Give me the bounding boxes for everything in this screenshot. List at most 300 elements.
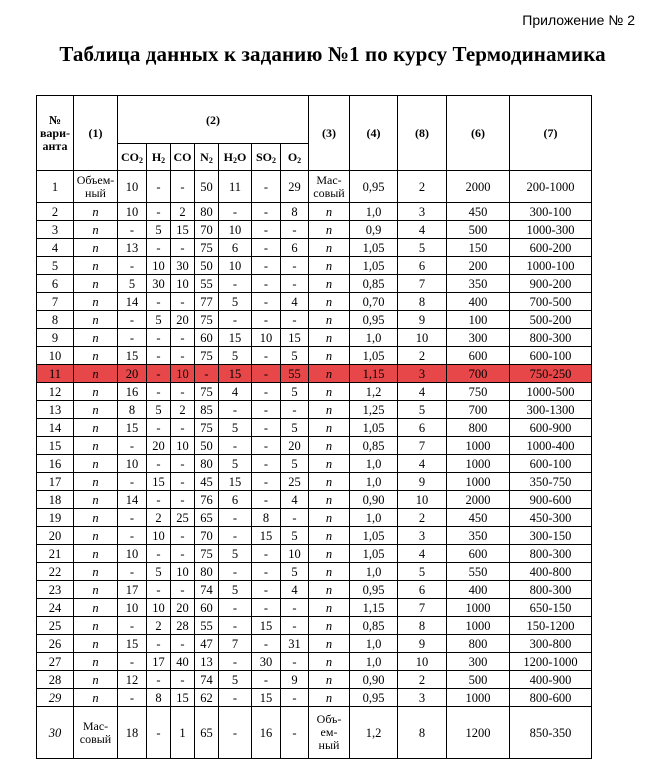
table-cell: - <box>252 293 281 311</box>
table-cell: n <box>309 473 350 491</box>
table-cell: 5 <box>118 275 147 293</box>
table-cell: n <box>309 275 350 293</box>
table-cell: 600 <box>447 545 510 563</box>
table-cell: n <box>309 437 350 455</box>
table-cell: n <box>74 365 118 383</box>
table-cell: 20 <box>118 365 147 383</box>
table-cell: - <box>147 203 171 221</box>
header-col3: (3) <box>309 96 350 171</box>
table-cell: 75 <box>195 239 219 257</box>
table-cell: 1,05 <box>350 347 398 365</box>
table-cell: n <box>309 491 350 509</box>
table-cell: 10 <box>281 545 309 563</box>
table-cell: 5 <box>398 239 447 257</box>
table-cell: 800-300 <box>510 581 592 599</box>
table-cell: 1000-500 <box>510 383 592 401</box>
table-cell: - <box>171 171 195 203</box>
table-cell: - <box>252 491 281 509</box>
table-cell: 16 <box>252 707 281 759</box>
table-cell: - <box>219 563 252 581</box>
table-cell: 650-150 <box>510 599 592 617</box>
table-cell: 5 <box>281 455 309 473</box>
table-cell: 20 <box>171 599 195 617</box>
table-row <box>37 419 592 437</box>
table-cell: - <box>252 347 281 365</box>
table-cell: 29 <box>37 689 74 707</box>
table-cell: 1200 <box>447 707 510 759</box>
table-cell: 12 <box>37 383 74 401</box>
table-cell: 0,9 <box>350 221 398 239</box>
table-cell: 15 <box>252 617 281 635</box>
table-cell: n <box>309 599 350 617</box>
header-gas-4: $H_2O$ <box>219 144 252 171</box>
table-cell: 10 <box>219 257 252 275</box>
table-cell: 9 <box>398 635 447 653</box>
table-cell: - <box>281 311 309 329</box>
table-cell: n <box>74 527 118 545</box>
header-col2: (2) <box>118 96 309 144</box>
table-cell: n <box>74 473 118 491</box>
table-cell: 4 <box>281 293 309 311</box>
table-cell: n <box>309 257 350 275</box>
table-cell: 7 <box>219 635 252 653</box>
table-cell: 12 <box>118 671 147 689</box>
table-cell: 18 <box>118 707 147 759</box>
table-cell: 6 <box>398 419 447 437</box>
table-cell: 7 <box>398 275 447 293</box>
table-cell: - <box>171 581 195 599</box>
table-cell: - <box>118 689 147 707</box>
table-cell: 80 <box>195 455 219 473</box>
table-cell: 9 <box>398 311 447 329</box>
table-cell: n <box>74 689 118 707</box>
table-cell: - <box>118 257 147 275</box>
table-cell: 1 <box>171 707 195 759</box>
table-row <box>37 563 592 581</box>
table-cell: - <box>281 707 309 759</box>
table-cell: 6 <box>219 491 252 509</box>
table-cell: - <box>281 599 309 617</box>
table-cell: 900-600 <box>510 491 592 509</box>
table-cell: 16 <box>37 455 74 473</box>
table-cell: 21 <box>37 545 74 563</box>
table-cell: - <box>118 617 147 635</box>
table-cell: - <box>147 365 171 383</box>
table-cell: - <box>147 635 171 653</box>
table-cell: 150-1200 <box>510 617 592 635</box>
table-cell: 8 <box>398 707 447 759</box>
table-cell: 47 <box>195 635 219 653</box>
table-cell: 1,05 <box>350 257 398 275</box>
table-cell: 10 <box>118 203 147 221</box>
table-cell: 60 <box>195 329 219 347</box>
table-cell: 16 <box>118 383 147 401</box>
table-cell: n <box>74 671 118 689</box>
table-cell: 850-350 <box>510 707 592 759</box>
table-cell: n <box>309 689 350 707</box>
table-cell: 10 <box>147 527 171 545</box>
table-cell: 3 <box>398 689 447 707</box>
table-cell: n <box>309 563 350 581</box>
table-cell: 75 <box>195 545 219 563</box>
table-cell: - <box>171 473 195 491</box>
table-cell: - <box>252 203 281 221</box>
table-cell: 0,95 <box>350 689 398 707</box>
table-cell: 3 <box>37 221 74 239</box>
table-cell: 14 <box>118 491 147 509</box>
table-cell: 75 <box>195 419 219 437</box>
table-cell: 76 <box>195 491 219 509</box>
table-cell: n <box>74 419 118 437</box>
table-cell: n <box>74 383 118 401</box>
table-cell: - <box>118 437 147 455</box>
table-cell: - <box>118 509 147 527</box>
table-cell: 20 <box>147 437 171 455</box>
table-cell: n <box>309 311 350 329</box>
table-cell: - <box>118 311 147 329</box>
table-cell: 3 <box>398 365 447 383</box>
table-cell: 1,0 <box>350 509 398 527</box>
table-row <box>37 437 592 455</box>
table-cell: - <box>171 419 195 437</box>
table-cell: 1,25 <box>350 401 398 419</box>
table-cell: 400 <box>447 581 510 599</box>
table-cell: n <box>74 455 118 473</box>
table-cell: 1,2 <box>350 383 398 401</box>
table-cell: - <box>171 329 195 347</box>
table-cell: 14 <box>118 293 147 311</box>
table-cell: 8 <box>252 509 281 527</box>
table-row <box>37 491 592 509</box>
table-cell: - <box>118 329 147 347</box>
table-cell: - <box>219 617 252 635</box>
table-cell: - <box>252 171 281 203</box>
table-cell: 350 <box>447 527 510 545</box>
table-row <box>37 221 592 239</box>
table-row <box>37 527 592 545</box>
table-cell: 74 <box>195 671 219 689</box>
table-row <box>37 545 592 563</box>
table-cell: 200 <box>447 257 510 275</box>
table-cell: 0,85 <box>350 617 398 635</box>
table-cell: 30 <box>252 653 281 671</box>
table-cell: Мас- совый <box>74 707 118 759</box>
table-row <box>37 455 592 473</box>
header-variant: № вари-анта <box>37 96 74 171</box>
table-cell: - <box>118 473 147 491</box>
table-cell: 19 <box>37 509 74 527</box>
table-cell: 13 <box>195 653 219 671</box>
table-cell: 3 <box>398 527 447 545</box>
table-cell: 500 <box>447 671 510 689</box>
table-cell: n <box>309 509 350 527</box>
table-cell: n <box>74 581 118 599</box>
table-cell: 25 <box>281 473 309 491</box>
table-cell: 3 <box>398 203 447 221</box>
table-cell: 10 <box>118 455 147 473</box>
table-cell: n <box>74 221 118 239</box>
table-cell: 0,70 <box>350 293 398 311</box>
table-cell: 17 <box>147 653 171 671</box>
table-cell: 30 <box>171 257 195 275</box>
table-cell: 20 <box>37 527 74 545</box>
table-cell: - <box>147 671 171 689</box>
table-cell: 55 <box>195 275 219 293</box>
table-cell: n <box>74 329 118 347</box>
table-cell: 8 <box>37 311 74 329</box>
table-cell: 10 <box>171 275 195 293</box>
table-cell: 5 <box>219 419 252 437</box>
table-cell: n <box>74 509 118 527</box>
table-cell: n <box>309 545 350 563</box>
table-cell: 40 <box>171 653 195 671</box>
table-cell: 2000 <box>447 171 510 203</box>
table-cell: 350-750 <box>510 473 592 491</box>
table-cell: - <box>147 707 171 759</box>
table-cell: n <box>74 599 118 617</box>
table-cell: 8 <box>398 617 447 635</box>
table-cell: 800 <box>447 419 510 437</box>
table-cell: 11 <box>37 365 74 383</box>
table-cell: - <box>171 383 195 401</box>
table-cell: n <box>309 617 350 635</box>
table-row <box>37 329 592 347</box>
table-cell: 10 <box>219 221 252 239</box>
table-cell: 1,05 <box>350 419 398 437</box>
table-cell: 4 <box>281 491 309 509</box>
table-cell: 6 <box>281 239 309 257</box>
table-cell: - <box>171 293 195 311</box>
table-cell: 4 <box>219 383 252 401</box>
table-cell: 1000 <box>447 473 510 491</box>
table-cell: - <box>281 221 309 239</box>
table-cell: 2 <box>171 401 195 419</box>
table-cell: 15 <box>118 347 147 365</box>
table-cell: 65 <box>195 509 219 527</box>
table-cell: 600-900 <box>510 419 592 437</box>
table-cell: 20 <box>171 311 195 329</box>
table-cell: 4 <box>398 221 447 239</box>
table-cell: 22 <box>37 563 74 581</box>
table-cell: 700 <box>447 365 510 383</box>
table-cell: 550 <box>447 563 510 581</box>
table-cell: 15 <box>171 221 195 239</box>
table-cell: 0,85 <box>350 275 398 293</box>
table-cell: 10 <box>147 599 171 617</box>
table-cell: 500-200 <box>510 311 592 329</box>
table-cell: 5 <box>281 563 309 581</box>
table-cell: 18 <box>37 491 74 509</box>
table-cell: Объ- ем- ный <box>309 707 350 759</box>
table-cell: 2000 <box>447 491 510 509</box>
table-cell: n <box>74 563 118 581</box>
table-cell: 1,05 <box>350 545 398 563</box>
table-cell: 10 <box>398 329 447 347</box>
table-cell: 450-300 <box>510 509 592 527</box>
table-cell: 17 <box>37 473 74 491</box>
table-cell: 100 <box>447 311 510 329</box>
table-cell: 10 <box>118 545 147 563</box>
table-cell: 5 <box>398 401 447 419</box>
table-cell: 74 <box>195 581 219 599</box>
table-cell: 5 <box>219 545 252 563</box>
table-row <box>37 257 592 275</box>
table-cell: 15 <box>252 527 281 545</box>
table-cell: 2 <box>398 347 447 365</box>
table-cell: - <box>219 599 252 617</box>
header-col7: (7) <box>510 96 592 171</box>
table-cell: 6 <box>219 239 252 257</box>
table-cell: 1000-300 <box>510 221 592 239</box>
table-row <box>37 311 592 329</box>
table-cell: 6 <box>37 275 74 293</box>
header-gas-6: $O_2$ <box>281 144 309 171</box>
table-cell: - <box>147 419 171 437</box>
table-cell: - <box>281 653 309 671</box>
appendix-label: Приложение № 2 <box>522 12 635 28</box>
table-cell: 6 <box>398 581 447 599</box>
table-cell: 15 <box>281 329 309 347</box>
table-cell: 15 <box>171 689 195 707</box>
table-cell: n <box>309 293 350 311</box>
table-cell: n <box>74 239 118 257</box>
table-cell: 2 <box>147 509 171 527</box>
table-cell: n <box>74 653 118 671</box>
table-row <box>37 473 592 491</box>
table-cell: - <box>252 419 281 437</box>
table-cell: - <box>219 707 252 759</box>
table-cell: - <box>252 563 281 581</box>
table-cell: 4 <box>398 383 447 401</box>
table-cell: 1000 <box>447 437 510 455</box>
table-cell: 10 <box>252 329 281 347</box>
table-cell: 5 <box>219 581 252 599</box>
table-cell: 2 <box>398 171 447 203</box>
table-cell: - <box>252 275 281 293</box>
header-col6: (6) <box>447 96 510 171</box>
table-cell: 7 <box>398 599 447 617</box>
table-row <box>37 171 592 203</box>
table-cell: n <box>309 401 350 419</box>
table-cell: 10 <box>118 599 147 617</box>
table-cell: 2 <box>398 671 447 689</box>
table-cell: 75 <box>195 383 219 401</box>
table-cell: n <box>74 203 118 221</box>
table-cell: 750-250 <box>510 365 592 383</box>
table-cell: 1 <box>37 171 74 203</box>
table-cell: n <box>309 203 350 221</box>
table-cell: - <box>252 455 281 473</box>
table-cell: 28 <box>37 671 74 689</box>
table-cell: - <box>219 653 252 671</box>
table-cell: n <box>309 635 350 653</box>
table-cell: - <box>118 563 147 581</box>
table-cell: - <box>147 239 171 257</box>
table-cell: 13 <box>37 401 74 419</box>
table-cell: - <box>118 527 147 545</box>
table-cell: - <box>147 347 171 365</box>
table-cell: 1000 <box>447 455 510 473</box>
table-cell: - <box>252 635 281 653</box>
table-cell: - <box>252 581 281 599</box>
table-row <box>37 275 592 293</box>
table-cell: 25 <box>171 509 195 527</box>
header-col8: (8) <box>398 96 447 171</box>
table-cell: 450 <box>447 509 510 527</box>
table-cell: 0,95 <box>350 311 398 329</box>
table-cell: 300 <box>447 329 510 347</box>
table-cell: n <box>74 545 118 563</box>
table-cell: - <box>281 689 309 707</box>
table-cell: n <box>309 239 350 257</box>
table-cell: 77 <box>195 293 219 311</box>
table-row <box>37 203 592 221</box>
table-cell: - <box>171 347 195 365</box>
table-cell: 30 <box>147 275 171 293</box>
table-row <box>37 581 592 599</box>
table-row <box>37 239 592 257</box>
table-cell: 450 <box>447 203 510 221</box>
table-cell: - <box>281 401 309 419</box>
table-cell: 75 <box>195 311 219 329</box>
table-cell: - <box>147 383 171 401</box>
table-row <box>37 707 592 759</box>
table-cell: 9 <box>281 671 309 689</box>
data-table <box>36 95 592 759</box>
table-cell: 300-100 <box>510 203 592 221</box>
table-cell: 4 <box>398 545 447 563</box>
table-cell: 800-300 <box>510 329 592 347</box>
table-cell: 800-300 <box>510 545 592 563</box>
table-cell: 2 <box>147 617 171 635</box>
table-cell: - <box>281 509 309 527</box>
table-cell: 15 <box>118 419 147 437</box>
table-cell: 4 <box>281 581 309 599</box>
table-cell: 7 <box>398 437 447 455</box>
table-cell: 75 <box>195 347 219 365</box>
table-cell: 15 <box>37 437 74 455</box>
table-cell: 8 <box>118 401 147 419</box>
table-cell: n <box>74 293 118 311</box>
table-cell: n <box>74 311 118 329</box>
table-cell: 5 <box>281 383 309 401</box>
table-cell: 700-500 <box>510 293 592 311</box>
table-cell: 400-900 <box>510 671 592 689</box>
table-cell: 0,85 <box>350 437 398 455</box>
table-cell: 15 <box>252 689 281 707</box>
table-row <box>37 383 592 401</box>
table-cell: 20 <box>281 437 309 455</box>
table-cell: n <box>309 221 350 239</box>
table-cell: 5 <box>147 401 171 419</box>
table-cell: 2 <box>171 203 195 221</box>
table-cell: 26 <box>37 635 74 653</box>
table-cell: 1000-100 <box>510 257 592 275</box>
table-cell: n <box>309 653 350 671</box>
page-title: Таблица данных к заданию №1 по курсу Термодинамика <box>59 42 606 66</box>
table-row <box>37 365 592 383</box>
table-row <box>37 293 592 311</box>
table-cell: - <box>281 617 309 635</box>
table-cell: - <box>195 365 219 383</box>
table-cell: 10 <box>398 653 447 671</box>
table-cell: - <box>252 383 281 401</box>
table-row <box>37 401 592 419</box>
table-cell: - <box>252 599 281 617</box>
table-cell: 5 <box>398 563 447 581</box>
table-cell: 50 <box>195 437 219 455</box>
table-cell: Мас- совый <box>309 171 350 203</box>
